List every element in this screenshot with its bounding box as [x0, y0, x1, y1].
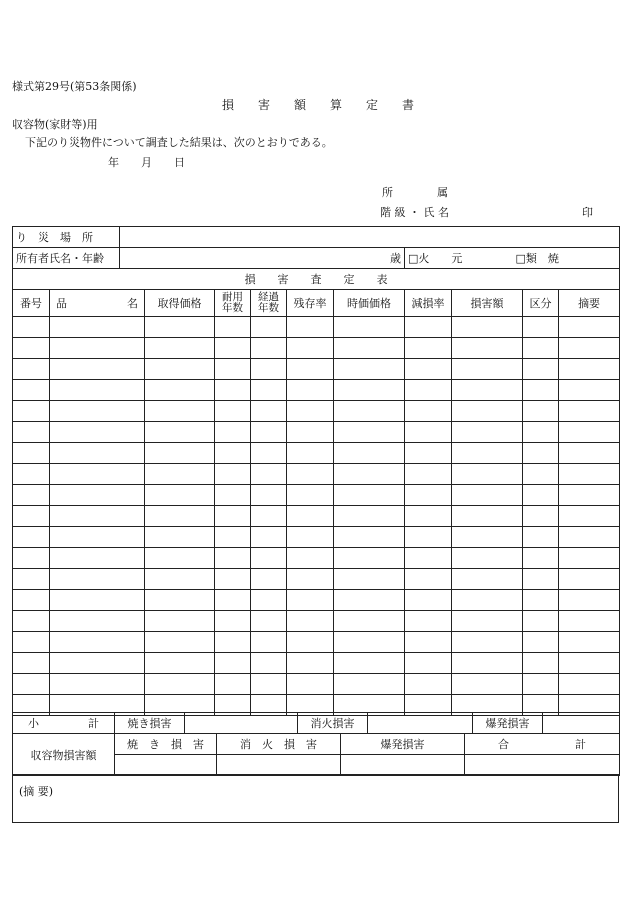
entry-cell[interactable] [452, 464, 523, 485]
entry-cell[interactable] [523, 674, 559, 695]
entry-cell[interactable] [215, 443, 251, 464]
entry-cell[interactable] [215, 632, 251, 653]
entry-cell[interactable] [13, 485, 50, 506]
table-row [13, 569, 620, 590]
entry-cell[interactable] [559, 380, 620, 401]
entry-cell[interactable] [523, 485, 559, 506]
entry-cell[interactable] [405, 317, 452, 338]
entry-cell[interactable] [334, 380, 405, 401]
entry-cell[interactable] [13, 590, 50, 611]
entry-cell[interactable] [559, 338, 620, 359]
entry-cell[interactable] [13, 632, 50, 653]
entry-cell[interactable] [405, 632, 452, 653]
entry-cell[interactable] [215, 611, 251, 632]
entry-cell[interactable] [287, 527, 334, 548]
table-row [13, 422, 620, 443]
entry-cell[interactable] [50, 506, 145, 527]
entry-cell[interactable] [215, 359, 251, 380]
entry-cell[interactable] [559, 548, 620, 569]
entry-cell[interactable] [215, 464, 251, 485]
entry-cell[interactable] [405, 569, 452, 590]
entry-cell[interactable] [334, 401, 405, 422]
entry-cell[interactable] [251, 443, 287, 464]
entry-cell[interactable] [145, 611, 215, 632]
entry-cell[interactable] [287, 401, 334, 422]
entry-cell[interactable] [287, 653, 334, 674]
entry-cell[interactable] [287, 485, 334, 506]
entry-cell[interactable] [334, 317, 405, 338]
entry-cell[interactable] [334, 464, 405, 485]
subtotal-burn-label: 焼き損害 [115, 713, 185, 734]
entry-cell[interactable] [405, 380, 452, 401]
entry-cell[interactable] [287, 338, 334, 359]
total-burn-label: 焼 き 損 害 [115, 734, 217, 755]
total-explosion-label: 爆発損害 [341, 734, 465, 755]
entry-cell[interactable] [287, 590, 334, 611]
spread-fire-checkbox[interactable]: □類 焼 [513, 248, 620, 269]
table-row [13, 506, 620, 527]
entry-cell[interactable] [251, 590, 287, 611]
entry-cell[interactable] [523, 401, 559, 422]
intro-text: 下記のり災物件について調査した結果は、次のとおりである。 [25, 136, 333, 149]
entry-cell[interactable] [334, 338, 405, 359]
entry-cell[interactable] [145, 548, 215, 569]
entry-cell[interactable] [251, 485, 287, 506]
entry-cell[interactable] [13, 401, 50, 422]
entry-cell[interactable] [251, 464, 287, 485]
subtotal-extinguish-label: 消火損害 [298, 713, 368, 734]
col-depreciation-rate: 減損率 [405, 290, 452, 317]
entry-cell[interactable] [334, 443, 405, 464]
total-burn-value[interactable] [115, 755, 217, 776]
location-value[interactable] [120, 227, 620, 248]
table-row [13, 359, 620, 380]
entry-cell[interactable] [559, 506, 620, 527]
entry-cell[interactable] [215, 527, 251, 548]
grand-total-label: 合 計 [465, 734, 620, 755]
entry-cell[interactable] [13, 317, 50, 338]
entry-cell[interactable] [405, 590, 452, 611]
entry-cell[interactable] [523, 443, 559, 464]
entry-cell[interactable] [452, 611, 523, 632]
table-row [13, 401, 620, 422]
entry-cell[interactable] [287, 548, 334, 569]
col-remarks: 摘要 [559, 290, 620, 317]
owner-label: 所有者氏名・年齢 [13, 248, 120, 269]
table-row [13, 527, 620, 548]
entry-cell[interactable] [13, 422, 50, 443]
entry-cell[interactable] [334, 527, 405, 548]
entry-cell[interactable] [50, 590, 145, 611]
entry-cell[interactable] [50, 422, 145, 443]
damage-assessment-table [12, 268, 620, 716]
entry-cell[interactable] [13, 359, 50, 380]
entry-cell[interactable] [334, 359, 405, 380]
entry-cell[interactable] [559, 569, 620, 590]
entry-cell[interactable] [523, 506, 559, 527]
entry-cell[interactable] [334, 485, 405, 506]
rank-name-label: 階 級 ・ 氏 名 [380, 206, 449, 219]
entry-cell[interactable] [452, 569, 523, 590]
entry-cell[interactable] [215, 422, 251, 443]
entry-cell[interactable] [287, 422, 334, 443]
entry-cell[interactable] [405, 653, 452, 674]
entry-cell[interactable] [13, 506, 50, 527]
entry-cell[interactable] [523, 653, 559, 674]
table-row [13, 590, 620, 611]
entry-cell[interactable] [559, 527, 620, 548]
entry-cell[interactable] [523, 338, 559, 359]
entry-cell[interactable] [251, 674, 287, 695]
subtotal-explosion-value[interactable] [543, 713, 620, 734]
entry-cell[interactable] [145, 674, 215, 695]
entry-cell[interactable] [215, 548, 251, 569]
assessment-section-title: 損 害 査 定 表 [13, 269, 620, 290]
entry-cell[interactable] [405, 506, 452, 527]
subtotal-burn-value[interactable] [185, 713, 298, 734]
col-acquisition-price: 取得価格 [145, 290, 215, 317]
entry-cell[interactable] [334, 422, 405, 443]
entry-cell[interactable] [13, 464, 50, 485]
entry-cell[interactable] [50, 359, 145, 380]
entry-cell[interactable] [13, 527, 50, 548]
entry-cell[interactable] [13, 611, 50, 632]
remarks-label: (摘 要) [19, 785, 54, 798]
entry-cell[interactable] [559, 485, 620, 506]
entry-cell[interactable] [287, 506, 334, 527]
entry-cell[interactable] [452, 653, 523, 674]
entry-cell[interactable] [251, 632, 287, 653]
col-category: 区分 [523, 290, 559, 317]
entry-cell[interactable] [523, 527, 559, 548]
entry-cell[interactable] [523, 590, 559, 611]
entry-cell[interactable] [559, 422, 620, 443]
entry-cell[interactable] [215, 590, 251, 611]
entry-cell[interactable] [251, 506, 287, 527]
entry-cell[interactable] [50, 632, 145, 653]
entry-cell[interactable] [251, 317, 287, 338]
entry-cell[interactable] [287, 380, 334, 401]
entry-cell[interactable] [215, 485, 251, 506]
total-extinguish-label: 消 火 損 害 [217, 734, 341, 755]
entry-cell[interactable] [145, 464, 215, 485]
entry-cell[interactable] [251, 569, 287, 590]
entry-cell[interactable] [145, 485, 215, 506]
entry-cell[interactable] [251, 422, 287, 443]
entry-cell[interactable] [145, 380, 215, 401]
affiliation-label: 所 属 [382, 186, 448, 199]
entry-cell[interactable] [559, 464, 620, 485]
entry-cell[interactable] [50, 569, 145, 590]
table-row [13, 443, 620, 464]
contents-damage-table [12, 733, 620, 776]
entry-cell[interactable] [287, 569, 334, 590]
entry-cell[interactable] [287, 611, 334, 632]
entry-cell[interactable] [50, 317, 145, 338]
table-row [13, 380, 620, 401]
table-row [13, 653, 620, 674]
contents-damage-label: 収容物損害額 [13, 734, 115, 776]
entry-cell[interactable] [559, 611, 620, 632]
entry-cell[interactable] [452, 422, 523, 443]
entry-cell[interactable] [50, 548, 145, 569]
entry-cell[interactable] [287, 359, 334, 380]
entry-cell[interactable] [523, 380, 559, 401]
entry-cell[interactable] [405, 527, 452, 548]
entry-cell[interactable] [287, 443, 334, 464]
location-label: り 災 場 所 [13, 227, 120, 248]
entry-cell[interactable] [215, 653, 251, 674]
entry-cell[interactable] [523, 422, 559, 443]
entry-cell[interactable] [145, 653, 215, 674]
entry-cell[interactable] [405, 548, 452, 569]
entry-cell[interactable] [215, 569, 251, 590]
entry-cell[interactable] [145, 338, 215, 359]
entry-cell[interactable] [405, 464, 452, 485]
entry-cell[interactable] [145, 527, 215, 548]
grand-total-value[interactable] [465, 755, 620, 776]
entry-cell[interactable] [145, 422, 215, 443]
table-row [13, 611, 620, 632]
entry-cell[interactable] [50, 443, 145, 464]
entry-cell[interactable] [523, 632, 559, 653]
entry-cell[interactable] [334, 674, 405, 695]
col-elapsed-years: 経過 年数 [251, 290, 287, 317]
table-row [13, 632, 620, 653]
entry-cell[interactable] [559, 632, 620, 653]
entry-cell[interactable] [523, 611, 559, 632]
entry-cell[interactable] [334, 506, 405, 527]
entry-cell[interactable] [334, 632, 405, 653]
entry-cell[interactable] [251, 401, 287, 422]
entry-cell[interactable] [13, 653, 50, 674]
col-loss-amount: 損害額 [452, 290, 523, 317]
entry-cell[interactable] [50, 674, 145, 695]
entry-cell[interactable] [215, 506, 251, 527]
entry-cell[interactable] [405, 338, 452, 359]
entry-cell[interactable] [50, 401, 145, 422]
date-line: 年 月 日 [108, 156, 185, 169]
entry-cell[interactable] [452, 548, 523, 569]
entry-cell[interactable] [251, 359, 287, 380]
entry-cell[interactable] [405, 443, 452, 464]
entry-cell[interactable] [405, 359, 452, 380]
entry-cell[interactable] [13, 380, 50, 401]
entry-cell[interactable] [452, 674, 523, 695]
entry-cell[interactable] [251, 380, 287, 401]
entry-cell[interactable] [559, 401, 620, 422]
entry-cell[interactable] [50, 464, 145, 485]
table-row [13, 317, 620, 338]
subtotal-table [12, 712, 620, 734]
entry-cell[interactable] [50, 527, 145, 548]
col-market-price: 時価価格 [334, 290, 405, 317]
entry-cell[interactable] [50, 380, 145, 401]
entry-cell[interactable] [559, 359, 620, 380]
entry-cell[interactable] [215, 401, 251, 422]
entry-cell[interactable] [251, 548, 287, 569]
entry-cell[interactable] [251, 653, 287, 674]
entry-cell[interactable] [405, 485, 452, 506]
entry-cell[interactable] [452, 506, 523, 527]
entry-cell[interactable] [559, 443, 620, 464]
entry-cell[interactable] [559, 674, 620, 695]
document-subtitle: 収容物(家財等)用 [12, 118, 98, 131]
entry-cell[interactable] [251, 611, 287, 632]
entry-cell[interactable] [452, 485, 523, 506]
entry-cell[interactable] [452, 380, 523, 401]
entry-cell[interactable] [523, 464, 559, 485]
col-item-name: 品 名 [50, 290, 145, 317]
table-row [13, 674, 620, 695]
entry-cell[interactable] [50, 338, 145, 359]
entry-cell[interactable] [13, 569, 50, 590]
entry-cell[interactable] [145, 317, 215, 338]
entry-cell[interactable] [452, 527, 523, 548]
entry-cell[interactable] [145, 359, 215, 380]
table-row [13, 464, 620, 485]
entry-cell[interactable] [405, 401, 452, 422]
entry-cell[interactable] [334, 548, 405, 569]
entry-cell[interactable] [13, 674, 50, 695]
entry-cell[interactable] [523, 548, 559, 569]
table-row [13, 485, 620, 506]
entry-cell[interactable] [287, 464, 334, 485]
entry-cell[interactable] [251, 527, 287, 548]
entry-cell[interactable] [215, 380, 251, 401]
subtotal-extinguish-value[interactable] [368, 713, 473, 734]
remarks-box[interactable] [12, 774, 619, 823]
entry-cell[interactable] [251, 338, 287, 359]
entry-cell[interactable] [215, 317, 251, 338]
seal-mark: 印 [582, 206, 593, 219]
entry-cell[interactable] [334, 590, 405, 611]
entry-cell[interactable] [287, 317, 334, 338]
entry-cell[interactable] [523, 569, 559, 590]
form-number: 様式第29号(第53条関係) [12, 80, 137, 93]
total-explosion-value[interactable] [341, 755, 465, 776]
entry-cell[interactable] [334, 653, 405, 674]
entry-cell[interactable] [405, 611, 452, 632]
entry-cell[interactable] [405, 422, 452, 443]
entry-cell[interactable] [452, 632, 523, 653]
entry-cell[interactable] [405, 674, 452, 695]
entry-cell[interactable] [523, 317, 559, 338]
entry-cell[interactable] [452, 590, 523, 611]
entry-cell[interactable] [452, 338, 523, 359]
entry-cell[interactable] [452, 401, 523, 422]
entry-cell[interactable] [287, 632, 334, 653]
col-useful-life: 耐用 年数 [215, 290, 251, 317]
entry-cell[interactable] [559, 317, 620, 338]
table-row [13, 548, 620, 569]
entry-cell[interactable] [523, 359, 559, 380]
entry-cell[interactable] [145, 443, 215, 464]
owner-value[interactable] [120, 248, 405, 269]
entry-cell[interactable] [145, 506, 215, 527]
col-number: 番号 [13, 290, 50, 317]
entry-cell[interactable] [559, 653, 620, 674]
document-title: 損 害 額 算 定 書 [222, 98, 415, 112]
subtotal-label: 小 計 [13, 713, 115, 734]
entry-cell[interactable] [559, 590, 620, 611]
age-unit: 歳 [390, 252, 401, 265]
entry-cell[interactable] [50, 611, 145, 632]
entry-cell[interactable] [215, 338, 251, 359]
fire-origin-checkbox[interactable]: □火 元 [405, 248, 513, 269]
entry-cell[interactable] [452, 443, 523, 464]
entry-cell[interactable] [145, 590, 215, 611]
entry-cell[interactable] [215, 674, 251, 695]
entry-cell[interactable] [452, 359, 523, 380]
entry-cell[interactable] [13, 548, 50, 569]
subtotal-explosion-label: 爆発損害 [473, 713, 543, 734]
entry-cell[interactable] [145, 569, 215, 590]
entry-cell[interactable] [13, 338, 50, 359]
entry-cell[interactable] [13, 443, 50, 464]
entry-cell[interactable] [334, 611, 405, 632]
entry-cell[interactable] [50, 485, 145, 506]
entry-cell[interactable] [145, 401, 215, 422]
entry-cell[interactable] [145, 632, 215, 653]
table-row [13, 338, 620, 359]
total-extinguish-value[interactable] [217, 755, 341, 776]
incident-info-table [12, 226, 620, 269]
entry-cell[interactable] [50, 653, 145, 674]
entry-cell[interactable] [334, 569, 405, 590]
entry-cell[interactable] [452, 317, 523, 338]
entry-cell[interactable] [287, 674, 334, 695]
col-residual-rate: 残存率 [287, 290, 334, 317]
